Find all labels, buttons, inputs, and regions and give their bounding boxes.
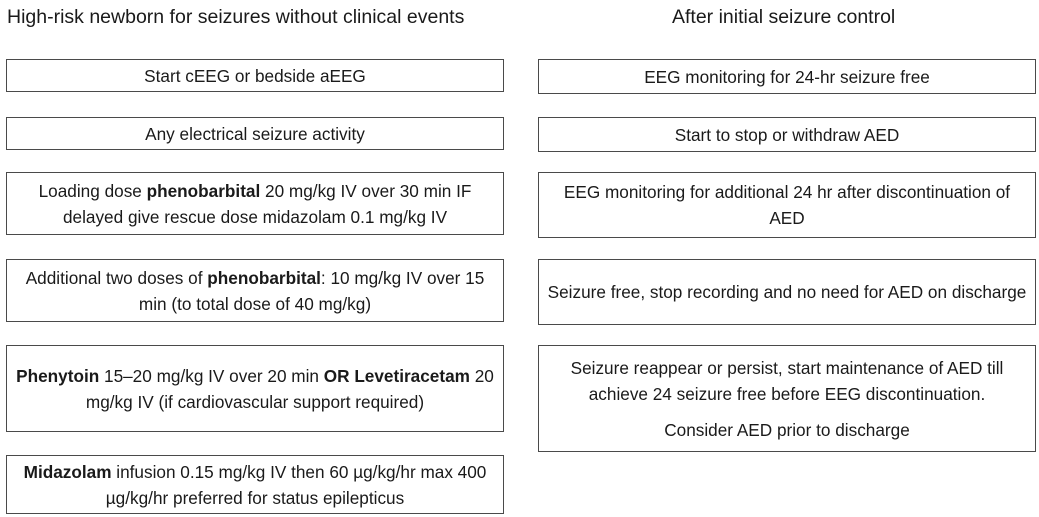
- step-box-seizure-reappear: [538, 345, 1036, 452]
- box-text-line: [547, 355, 1027, 407]
- text-segment: EEG monitoring for additional 24 hr after discontinuation of AED: [563, 182, 1011, 228]
- box-text-line: [145, 121, 365, 147]
- text-segment: 20 mg/kg IV (if cardiovascular support required): [85, 365, 494, 412]
- text-segment: Any electrical seizure activity: [145, 123, 365, 144]
- box-text-line: [15, 363, 495, 415]
- box-text-line: [675, 122, 900, 148]
- step-box-loading-dose: [6, 172, 504, 235]
- text-segment: infusion 0.15 mg/kg IV then 60 µg/kg/hr max 400 µg/kg/hr preferred for status epilepticus: [105, 461, 487, 508]
- text-segment: Loading dose: [38, 180, 147, 201]
- box-text-line: [548, 279, 1027, 305]
- emphasized-term: Phenytoin: [16, 365, 100, 386]
- step-box-seizure-free: [538, 259, 1036, 325]
- box-text-line: [15, 459, 495, 511]
- text-segment: : 10 mg/kg IV over 15 min (to total dose of 40 mg/kg): [138, 267, 485, 314]
- box-text-line: [547, 179, 1027, 231]
- box-text-line: [15, 265, 495, 317]
- text-segment: 15–20 mg/kg IV over 20 min: [99, 365, 324, 386]
- text-segment: Start to stop or withdraw AED: [674, 124, 900, 145]
- emphasized-term: Levetiracetam: [354, 365, 470, 386]
- text-segment: Seizure free, stop recording and no need for AED on discharge: [547, 282, 1027, 302]
- text-segment: Additional two doses of: [25, 267, 208, 288]
- right-column-title: After initial seizure control: [672, 6, 896, 28]
- step-box-additional-doses: [6, 259, 504, 322]
- step-box-withdraw-aed: [538, 117, 1036, 152]
- emphasized-term: Midazolam: [23, 461, 112, 482]
- emphasized-term: OR: [323, 365, 350, 386]
- step-box-eeg-24hr: [538, 59, 1036, 94]
- step-box-start-eeg: [6, 59, 504, 92]
- box-text-line: [15, 178, 495, 230]
- box-text-line: [144, 63, 366, 89]
- text-segment: Seizure reappear or persist, start maintenance of AED till achieve 24 seizure free before EEG discontinuation.: [570, 357, 1004, 404]
- box-text-line: [644, 64, 930, 90]
- step-box-midazolam-infusion: [6, 455, 504, 514]
- step-box-electrical-seizure: [6, 117, 504, 150]
- box-text-line: [664, 417, 910, 443]
- left-column-title: High-risk newborn for seizures without clinical events: [7, 6, 465, 28]
- text-segment: Consider AED prior to discharge: [664, 419, 910, 440]
- text-segment: Start cEEG or bedside aEEG: [144, 65, 366, 86]
- emphasized-term: phenobarbital: [207, 267, 321, 288]
- emphasized-term: phenobarbital: [146, 180, 261, 201]
- step-box-phenytoin-levetiracetam: [6, 345, 504, 432]
- step-box-eeg-additional: [538, 172, 1036, 238]
- text-segment: 20 mg/kg IV over 30 min IF delayed give rescue dose midazolam 0.1 mg/kg IV: [62, 180, 472, 227]
- text-segment: EEG monitoring for 24-hr seizure free: [644, 66, 930, 87]
